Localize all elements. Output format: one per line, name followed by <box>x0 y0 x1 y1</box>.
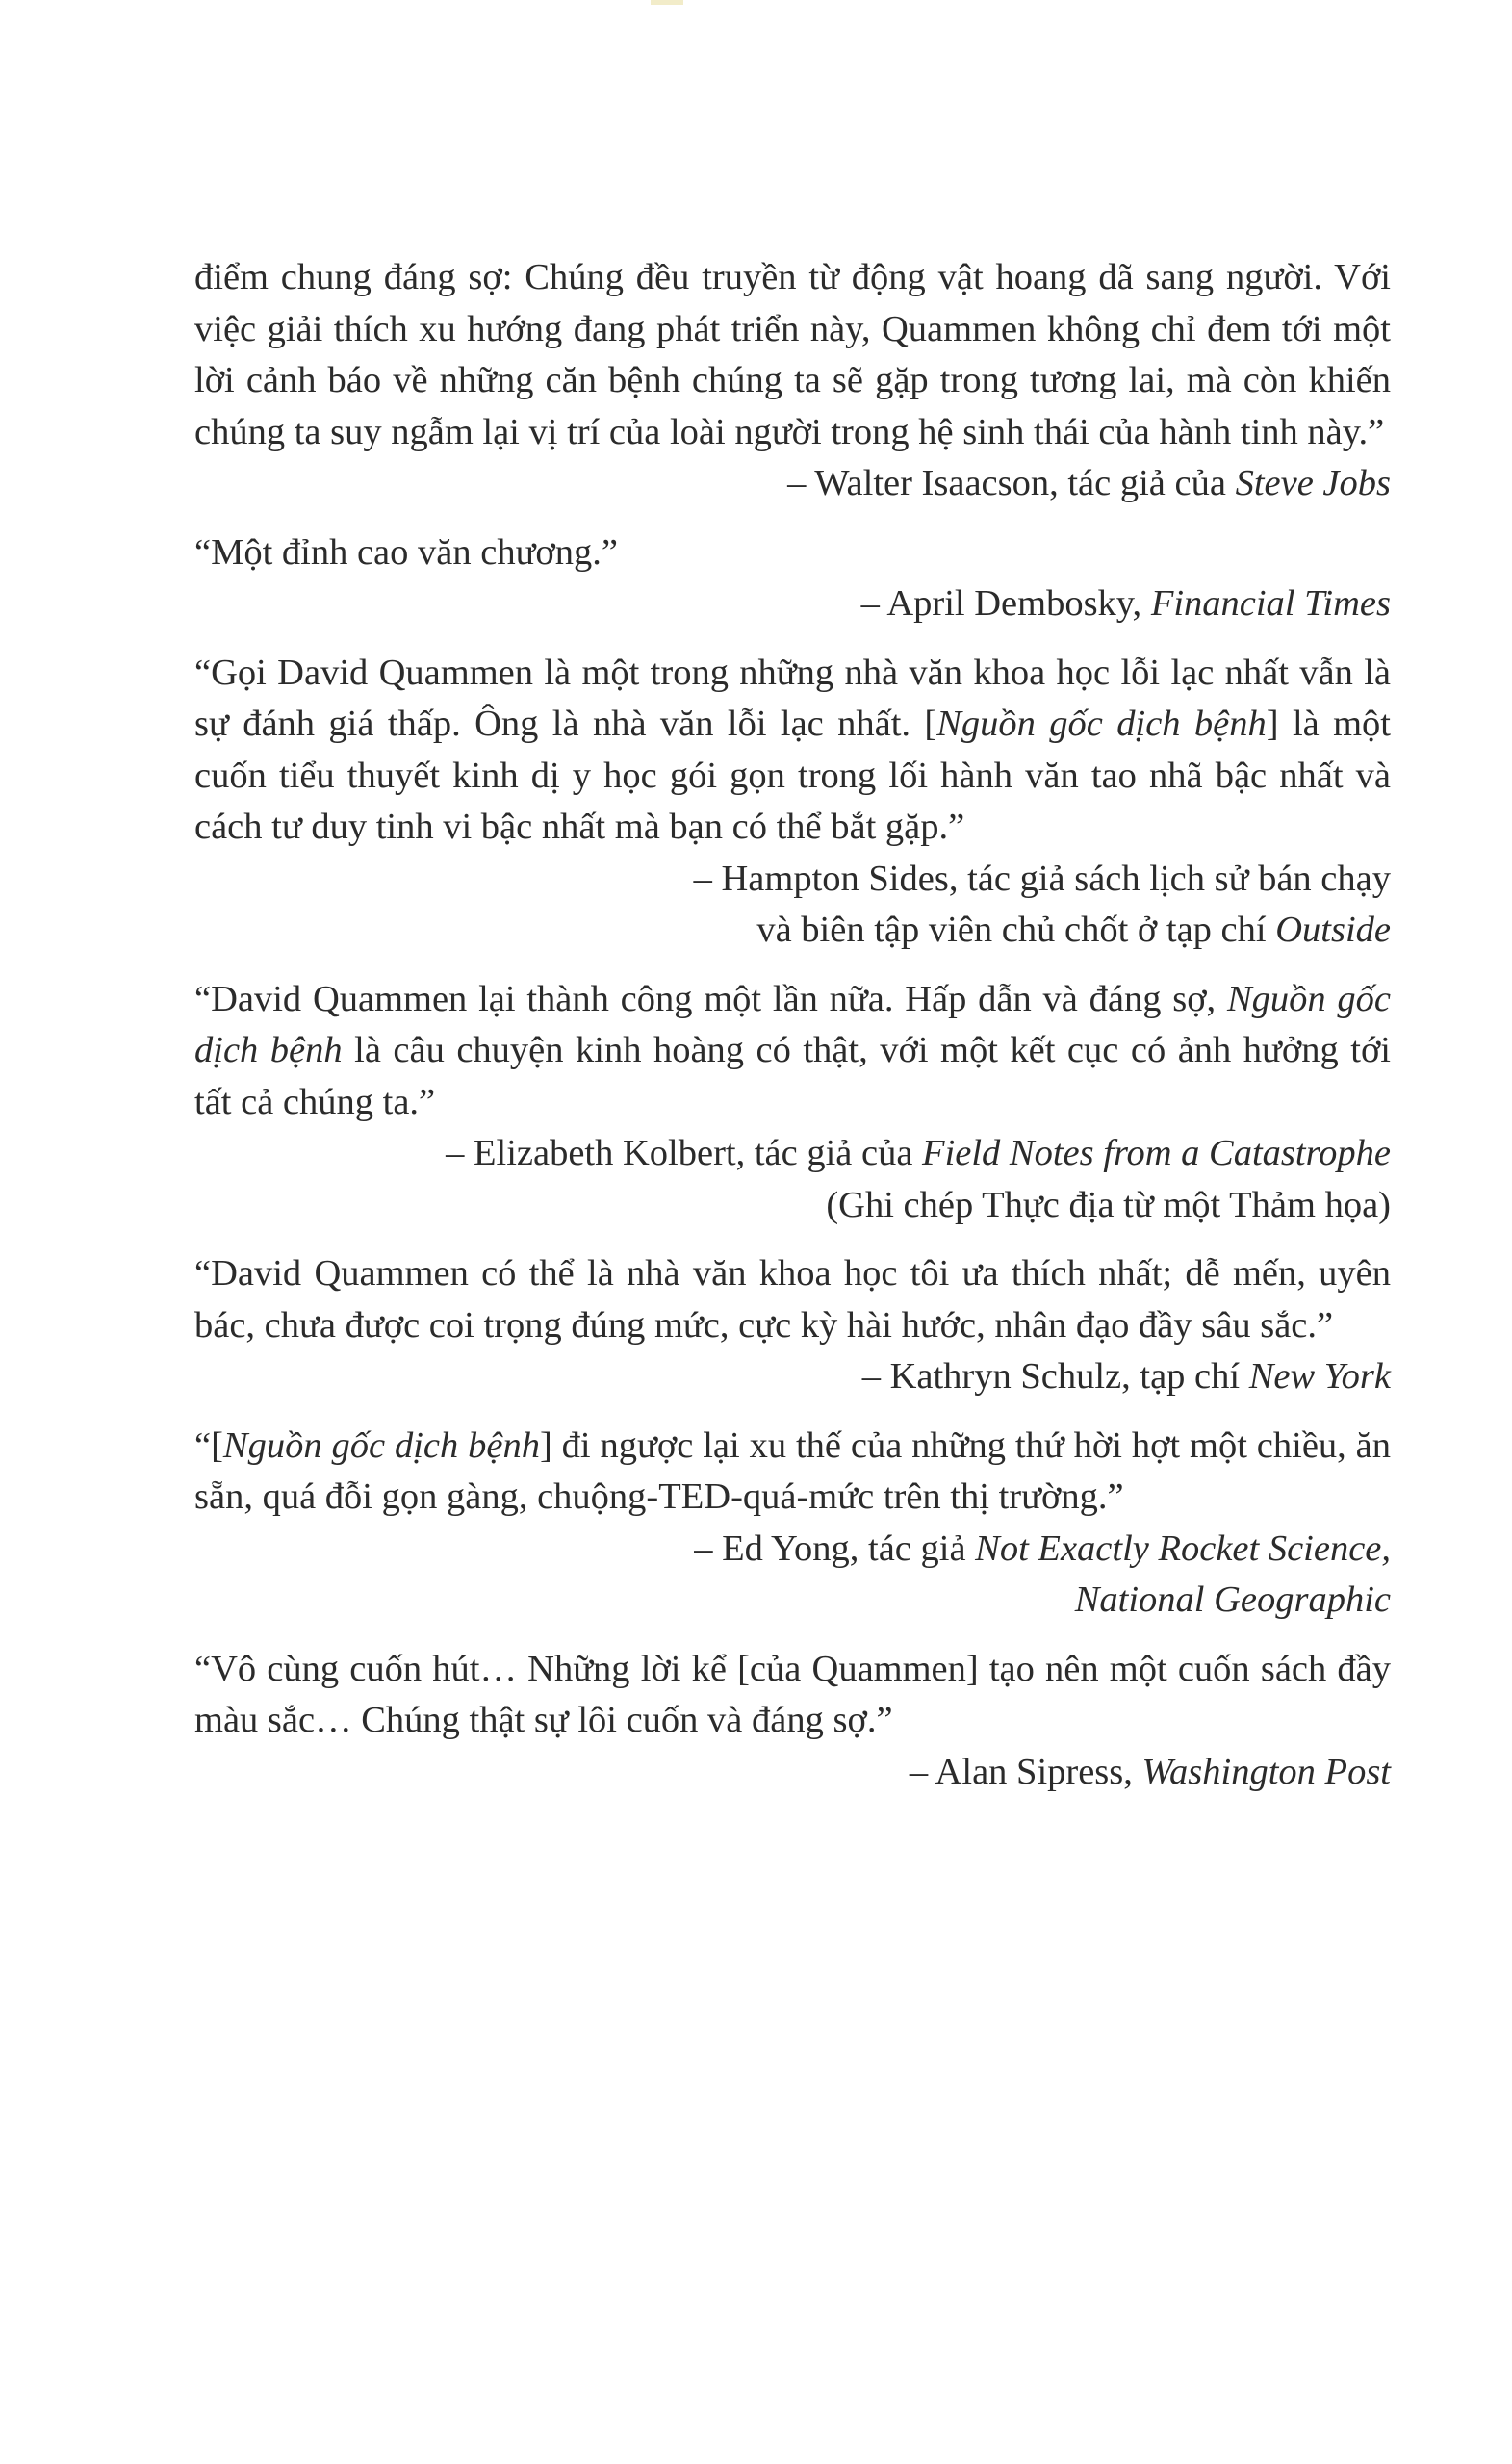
quote-attribution: – Hampton Sides, tác giả sách lịch sử bán chạy <box>693 858 1391 899</box>
quote-attribution: và biên tập viên chủ chốt ở tạp chí Outside <box>756 910 1391 950</box>
quote-text: “Một đỉnh cao văn chương.” <box>194 531 619 573</box>
quote-attribution: (Ghi chép Thực địa từ một Thảm họa) <box>826 1184 1391 1225</box>
book-title: Nguồn gốc dịch bệnh <box>222 1424 540 1466</box>
quote-text: “Vô cùng cuốn hút… Những lời kể [của Quammen] tạo nên một cuốn sách đầy màu sắc… Chúng thật sự lôi cuốn và đáng sợ.” <box>194 1648 1391 1740</box>
quote-attribution: – April Dembosky, Financial Times <box>860 583 1391 624</box>
quote-attribution: – Ed Yong, tác giả Not Exactly Rocket Science, <box>694 1527 1391 1569</box>
quote-text: “David Quammen có thể là nhà văn khoa học tôi ưa thích nhất; dễ mến, uyên bác, chưa được coi trọng đúng mức, cực kỳ hài hước, nhân đạo đầy sâu sắc.” <box>194 1253 1391 1346</box>
quote-text: “Gọi David Quammen là một trong những nhà văn khoa học lỗi lạc nhất vẫn là sự đánh giá thấp. Ông là nhà văn lỗi lạc nhất. [Nguồn gốc dịch bệnh] là một cuốn tiểu thuyết kinh dị y học gói gọn trong lối hành văn tao nhã bậc nhất và cách tư duy tinh vi bậc nhất mà bạn có thể bắt gặp.” <box>194 652 1392 847</box>
quote-text: “[Nguồn gốc dịch bệnh] đi ngược lại xu thế của những thứ hời hợt một chiều, ăn sẵn, quá đỗi gọn gàng, chuộng-TED-quá-mức trên thị trường.” <box>194 1424 1392 1517</box>
quote-attribution: National Geographic <box>1074 1579 1391 1620</box>
book-page <box>194 252 1391 1798</box>
book-title: Nguồn gốc dịch bệnh <box>936 704 1267 744</box>
quote-attribution: – Alan Sipress, Washington Post <box>909 1751 1391 1792</box>
quote-attribution: – Kathryn Schulz, tạp chí New York <box>861 1356 1391 1397</box>
quote-attribution: – Elizabeth Kolbert, tác giả của Field Notes from a Catastrophe <box>446 1133 1391 1173</box>
quote-text: điểm chung đáng sợ: Chúng đều truyền từ động vật hoang dã sang người. Với việc giải thích xu hướng đang phát triển này, Quammen không chỉ đem tới một lời cảnh báo về những căn bệnh chúng ta sẽ gặp trong tương lai, mà còn khiến chúng ta suy ngẫm lại vị trí của loài người trong hệ sinh thái của hành tinh này.” <box>194 257 1391 452</box>
quote-attribution: – Walter Isaacson, tác giả của Steve Jobs <box>787 463 1391 503</box>
book-title: Nguồn gốc dịch bệnh <box>194 978 1391 1070</box>
quote-text: “David Quammen lại thành công một lần nữa. Hấp dẫn và đáng sợ, Nguồn gốc dịch bệnh là câu chuyện kinh hoàng có thật, với một kết cục có ảnh hưởng tới tất cả chúng ta.” <box>194 978 1391 1122</box>
top-edge-mark <box>651 0 683 5</box>
